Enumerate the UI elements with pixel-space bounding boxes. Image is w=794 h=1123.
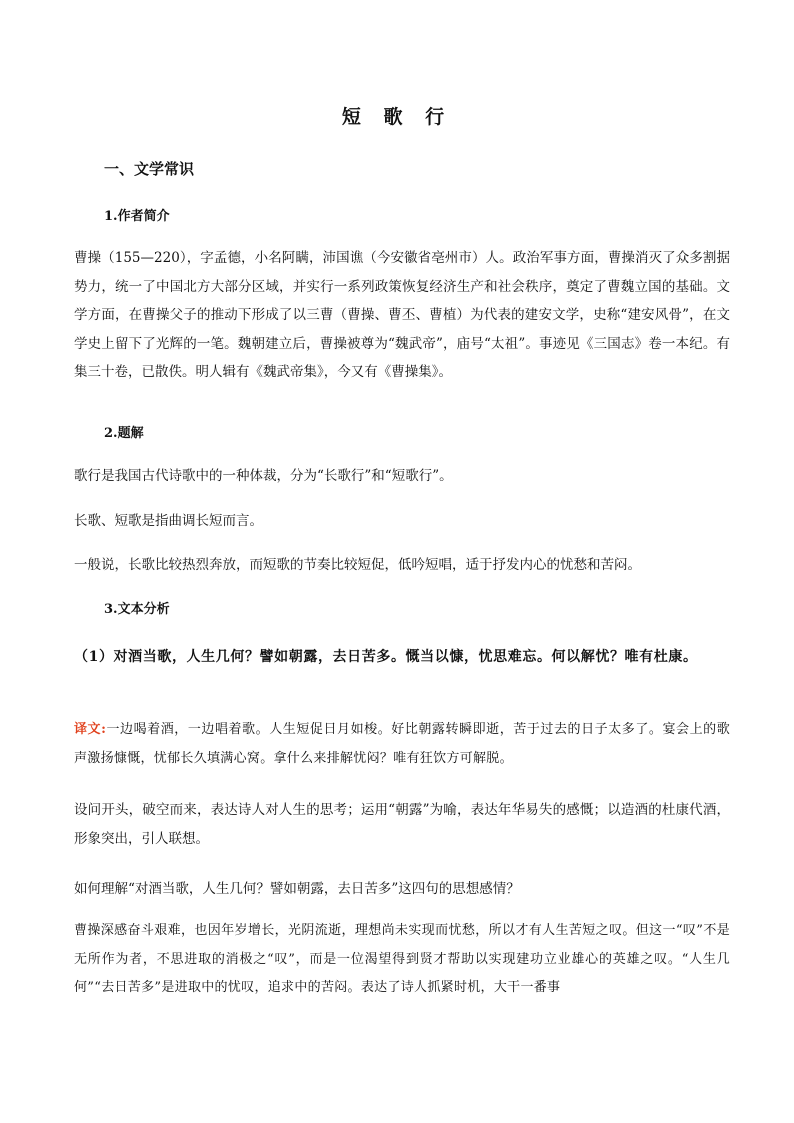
title-explanation-1: 歌行是我国古代诗歌中的一种体裁，分为“长歌行”和“短歌行”。 [74,468,453,484]
analysis-paragraph: 设问开头，破空而来，表达诗人对人生的思考；运用“朝露”为喻，表达年华易失的感慨；以造酒的杜康代酒，形象突出，引人联想。 [74,802,730,847]
poem-stanza-1: （1）对酒当歌，人生几何？譬如朝露，去日苦多。慨当以慷，忧思难忘。何以解忧？唯有杜康。 [74,649,698,665]
subheading-text-analysis: 3.文本分析 [104,602,170,617]
title-explanation-2: 长歌、短歌是指曲调长短而言。 [74,513,263,529]
question-paragraph: 如何理解“对酒当歌，人生几何？譬如朝露，去日苦多”这四句的思想感情？ [74,881,520,897]
translation-text: 一边喝着酒，一边唱着歌。人生短促日月如梭。好比朝露转瞬即逝，苦于过去的日子太多了。宴会上的歌声激扬慷慨，忧郁长久填满心窝。拿什么来排解忧闷？唯有狂饮方可解脱。 [74,722,730,766]
subheading-title-explanation: 2.题解 [104,426,144,441]
section-heading-literary-knowledge: 一、文学常识 [104,160,195,178]
answer-paragraph: 曹操深感奋斗艰难，也因年岁增长，光阴流逝，理想尚未实现而忧愁，所以才有人生苦短之叹。但这一“叹”不是无所作为者，不思进取的消极之“叹”，而是一位渴望得到贤才帮助以实现建功立业雄心的英雄之叹。“人生几何”“去日苦多”是进取中的忧叹，追求中的苦闷。表达了诗人抓紧时机，大干一番事 [74,923,730,995]
title-explanation-3: 一般说，长歌比较热烈奔放，而短歌的节奏比较短促，低吟短唱，适于抒发内心的忧愁和苦闷。 [74,557,641,573]
translation-label: 译文: [74,722,107,737]
translation-paragraph [74,716,730,773]
page-title: 短 歌 行 [341,106,453,128]
author-intro-paragraph: 曹操（155—220），字孟德，小名阿瞒，沛国谯（今安徽省亳州市）人。政治军事方面，曹操消灭了众多割据势力，统一了中国北方大部分区域，并实行一系列政策恢复经济生产和社会秩序，奠定了曹魏立国的基础。文学方面，在曹操父子的推动下形成了以三曹（曹操、曹丕、曹植）为代表的建安文学，史称“建安风骨”，在文学史上留下了光辉的一笔。魏朝建立后，曹操被尊为“魏武帝”，庙号“太祖”。事迹见《三国志》卷一本纪。有集三十卷，已散佚。明人辑有《魏武帝集》，今又有《曹操集》。 [74,250,730,380]
subheading-author-intro: 1.作者简介 [104,209,170,224]
